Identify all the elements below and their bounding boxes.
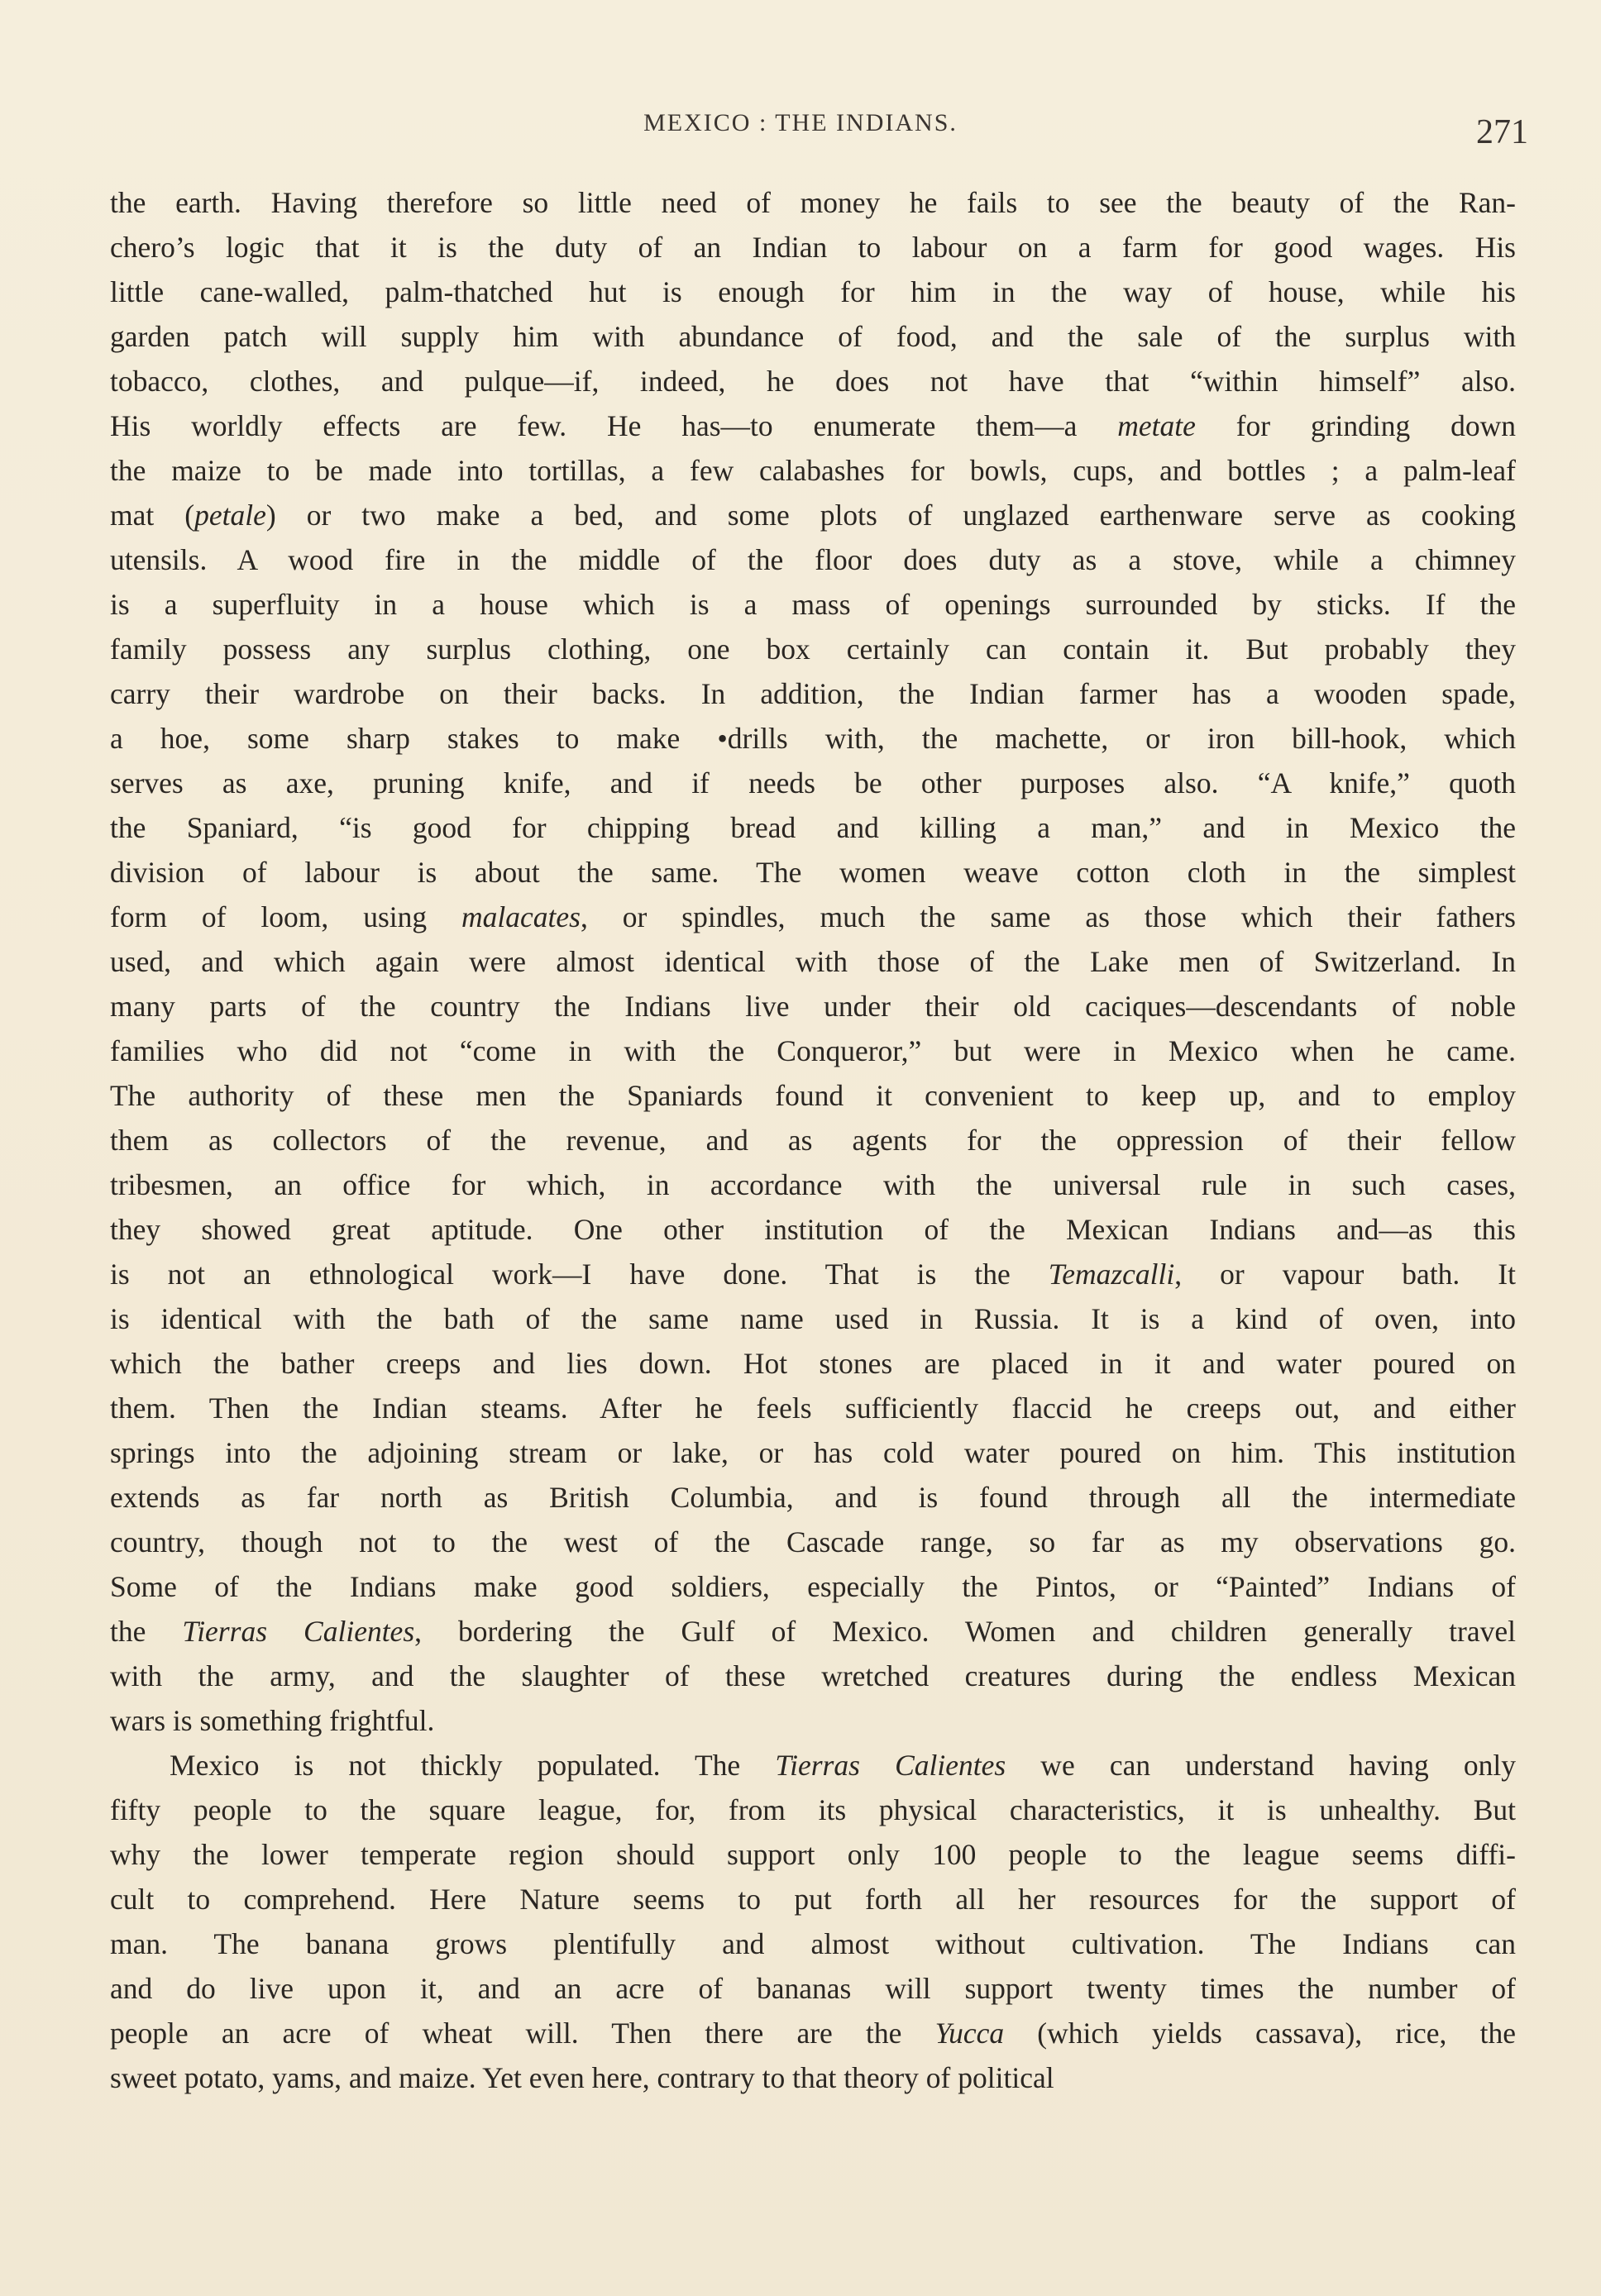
text-run: with the army, and the slaughter of these wretched creatures during the endless Mexican bbox=[110, 1659, 1516, 1692]
text-line bbox=[110, 359, 1516, 403]
text-run: chero’s logic that it is the duty of an Indian to labour on a farm for good wages. His bbox=[110, 231, 1516, 264]
text-line bbox=[110, 805, 1516, 850]
text-run: sweet potato, yams, and maize. Yet even here, contrary to that theory of political bbox=[110, 2061, 1054, 2094]
text-line bbox=[110, 225, 1516, 270]
text-run: extends as far north as British Columbia, and is found through all the intermediate bbox=[110, 1481, 1516, 1514]
text-run: we can understand having only bbox=[1006, 1749, 1516, 1782]
text-line bbox=[110, 2055, 1516, 2100]
text-line bbox=[110, 1966, 1516, 2011]
text-run: little cane-walled, palm-thatched hut is enough for him in the way of house, while his bbox=[110, 275, 1516, 308]
text-run: ) or two make a bed, and some plots of unglazed earthenware serve as cooking bbox=[265, 499, 1516, 532]
text-line bbox=[110, 716, 1516, 761]
text-line bbox=[110, 895, 1516, 939]
text-run: tobacco, clothes, and pulque—if, indeed, he does not have that “within himself” also. bbox=[110, 365, 1516, 398]
text-line bbox=[110, 1832, 1516, 1877]
text-run: and do live upon it, and an acre of bananas will support twenty times the number of bbox=[110, 1972, 1516, 2005]
text-line bbox=[110, 671, 1516, 716]
text-line bbox=[110, 270, 1516, 314]
text-line bbox=[110, 1609, 1516, 1654]
italic-term: Temazcalli bbox=[1048, 1258, 1175, 1291]
text-line bbox=[110, 761, 1516, 805]
text-run: , or vapour bath. It bbox=[1174, 1258, 1516, 1291]
text-run: cult to comprehend. Here Nature seems to put forth all her resources for the support of bbox=[110, 1883, 1516, 1916]
text-line bbox=[110, 1654, 1516, 1698]
text-line bbox=[110, 180, 1516, 225]
text-line bbox=[110, 1118, 1516, 1162]
text-line bbox=[110, 1252, 1516, 1296]
text-line bbox=[110, 939, 1516, 984]
text-run: a hoe, some sharp stakes to make •drills with, the machette, or iron bill-hook, which bbox=[110, 722, 1516, 755]
text-line bbox=[110, 403, 1516, 448]
text-line bbox=[110, 537, 1516, 582]
text-run: mat ( bbox=[110, 499, 195, 532]
text-run: utensils. A wood fire in the middle of the floor does duty as a stove, while a chimney bbox=[110, 543, 1516, 576]
text-run: used, and which again were almost identical with those of the Lake men of Switzerland. In bbox=[110, 945, 1516, 978]
text-line bbox=[110, 984, 1516, 1029]
text-run: people an acre of wheat will. Then there are the bbox=[110, 2017, 935, 2050]
text-line bbox=[110, 1073, 1516, 1118]
text-run: many parts of the country the Indians live under their old caciques—descendants of noble bbox=[110, 990, 1516, 1023]
text-run: man. The banana grows plentifully and almost without cultivation. The Indians can bbox=[110, 1927, 1516, 1960]
text-line bbox=[110, 1386, 1516, 1430]
text-run: is identical with the bath of the same name used in Russia. It is a kind of oven, into bbox=[110, 1302, 1516, 1335]
text-run: families who did not “come in with the Conqueror,” but were in Mexico when he came. bbox=[110, 1034, 1516, 1067]
italic-term: Tierras Calientes bbox=[182, 1615, 415, 1648]
text-run: , or spindles, much the same as those which their fathers bbox=[581, 900, 1516, 933]
text-line bbox=[110, 1921, 1516, 1966]
text-line bbox=[110, 1207, 1516, 1252]
text-line bbox=[110, 1788, 1516, 1832]
text-run: , bordering the Gulf of Mexico. Women and children generally travel bbox=[414, 1615, 1516, 1648]
text-line bbox=[110, 1430, 1516, 1475]
text-run: for grinding down bbox=[1195, 409, 1516, 442]
text-line bbox=[110, 1877, 1516, 1921]
text-run: garden patch will supply him with abundance of food, and the sale of the surplus with bbox=[110, 320, 1516, 353]
text-run: springs into the adjoining stream or lake, or has cold water poured on him. This institution bbox=[110, 1436, 1516, 1469]
text-run: The authority of these men the Spaniards found it convenient to keep up, and to employ bbox=[110, 1079, 1516, 1112]
text-line bbox=[110, 1743, 1516, 1788]
body-text bbox=[110, 180, 1516, 2100]
text-line bbox=[110, 448, 1516, 493]
text-run: the bbox=[110, 1615, 183, 1648]
text-line bbox=[110, 1520, 1516, 1564]
text-line bbox=[110, 1029, 1516, 1073]
italic-term: petale bbox=[194, 499, 266, 532]
text-run: Some of the Indians make good soldiers, especially the Pintos, or “Painted” Indians of bbox=[110, 1570, 1516, 1603]
text-run: fifty people to the square league, for, from its physical characteristics, it is unhealthy. But bbox=[110, 1793, 1516, 1826]
text-run: is a superfluity in a house which is a mass of openings surrounded by sticks. If the bbox=[110, 588, 1516, 621]
text-run: family possess any surplus clothing, one box certainly can contain it. But probably they bbox=[110, 632, 1516, 666]
page-number: 271 bbox=[1476, 113, 1528, 151]
text-run: carry their wardrobe on their backs. In addition, the Indian farmer has a wooden spade, bbox=[110, 677, 1516, 710]
text-line bbox=[110, 2011, 1516, 2055]
text-run: they showed great aptitude. One other institution of the Mexican Indians and—as this bbox=[110, 1213, 1516, 1246]
text-line bbox=[110, 1564, 1516, 1609]
italic-term: metate bbox=[1117, 409, 1196, 442]
running-head: MEXICO : THE INDIANS. bbox=[643, 109, 958, 136]
text-run: Mexico is not thickly populated. The bbox=[170, 1749, 776, 1782]
text-run: division of labour is about the same. The women weave cotton cloth in the simplest bbox=[110, 856, 1516, 889]
text-line bbox=[110, 493, 1516, 537]
text-run: why the lower temperate region should support only 100 people to the league seems diffi- bbox=[110, 1838, 1516, 1871]
text-run: which the bather creeps and lies down. Hot stones are placed in it and water poured on bbox=[110, 1347, 1516, 1380]
text-run: His worldly effects are few. He has—to enumerate them—a bbox=[110, 409, 1118, 442]
text-run: tribesmen, an office for which, in accordance with the universal rule in such cases, bbox=[110, 1168, 1516, 1201]
italic-term: malacates bbox=[461, 900, 581, 933]
text-run: (which yields cassava), rice, the bbox=[1004, 2017, 1516, 2050]
text-run: form of loom, using bbox=[110, 900, 462, 933]
text-run: the Spaniard, “is good for chipping bread and killing a man,” and in Mexico the bbox=[110, 811, 1516, 844]
text-run: serves as axe, pruning knife, and if needs be other purposes also. “A knife,” quoth bbox=[110, 766, 1516, 800]
text-run: them as collectors of the revenue, and as agents for the oppression of their fellow bbox=[110, 1124, 1516, 1157]
text-line bbox=[110, 1698, 1516, 1743]
italic-term: Tierras Calientes bbox=[775, 1749, 1006, 1782]
text-line bbox=[110, 1162, 1516, 1207]
text-line bbox=[110, 314, 1516, 359]
text-line bbox=[110, 1296, 1516, 1341]
text-line bbox=[110, 582, 1516, 627]
text-run: the earth. Having therefore so little need of money he fails to see the beauty of the Ran- bbox=[110, 186, 1516, 219]
text-run: wars is something frightful. bbox=[110, 1704, 435, 1737]
text-line bbox=[110, 850, 1516, 895]
text-run: the maize to be made into tortillas, a few calabashes for bowls, cups, and bottles ; a palm-leaf bbox=[110, 454, 1516, 487]
text-line bbox=[110, 1475, 1516, 1520]
italic-term: Yucca bbox=[934, 2017, 1005, 2050]
text-run: country, though not to the west of the Cascade range, so far as my observations go. bbox=[110, 1525, 1516, 1559]
text-line bbox=[110, 1341, 1516, 1386]
text-run: is not an ethnological work—I have done. That is the bbox=[110, 1258, 1049, 1291]
text-run: them. Then the Indian steams. After he feels sufficiently flaccid he creeps out, and either bbox=[110, 1391, 1516, 1425]
text-line bbox=[110, 627, 1516, 671]
